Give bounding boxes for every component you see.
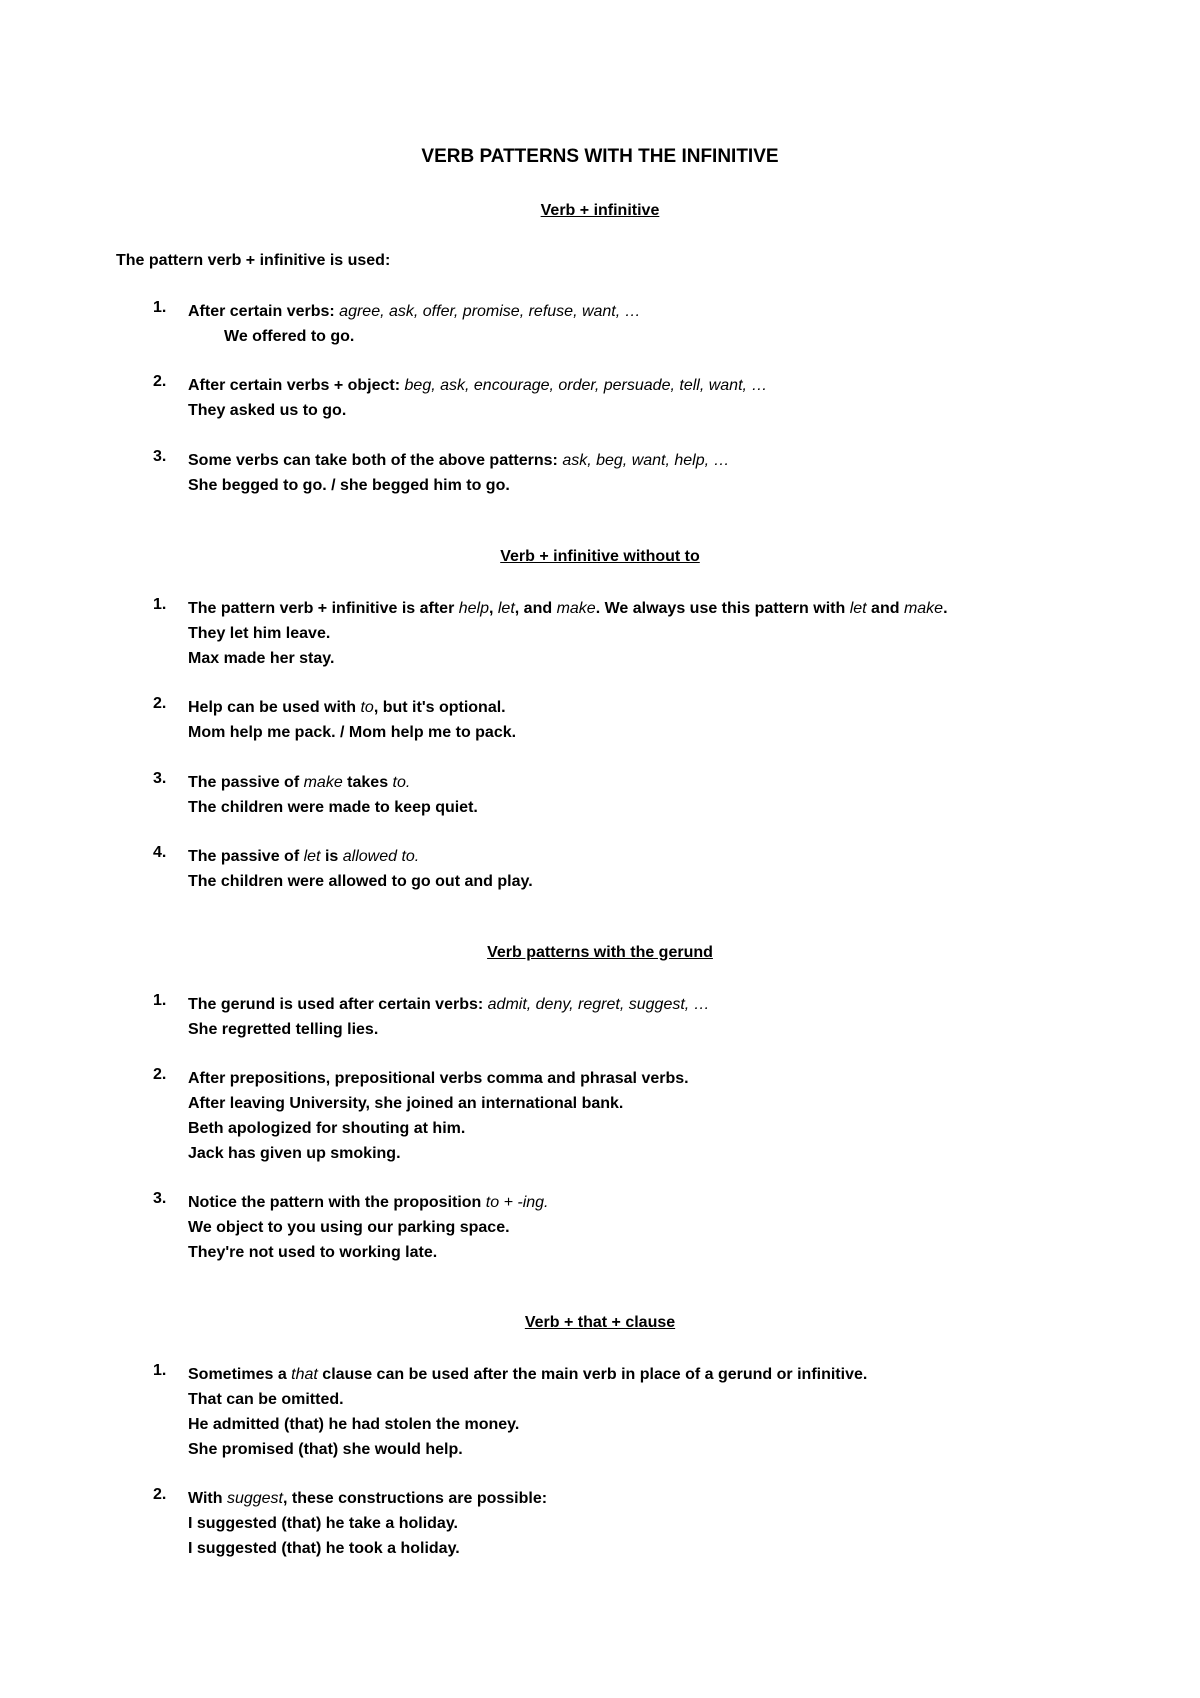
list-number: 2. <box>153 373 167 390</box>
section-heading-that-clause: Verb + that + clause <box>524 1314 676 1331</box>
list-number: 1. <box>153 299 167 316</box>
list-number: 1. <box>153 596 167 613</box>
example-text: We offered to go. <box>224 328 355 345</box>
example-text: I suggested (that) he take a holiday. <box>188 1515 458 1532</box>
list-number: 2. <box>153 695 167 712</box>
section-heading-infinitive-without-to: Verb + infinitive without to <box>500 548 700 565</box>
list-number: 1. <box>153 992 167 1009</box>
example-text: That can be omitted. <box>188 1391 344 1408</box>
list-number: 3. <box>153 770 167 787</box>
example-text: They let him leave. <box>188 625 331 642</box>
rule-text: After certain verbs + object: beg, ask, encourage, order, persuade, tell, want, … <box>188 377 768 394</box>
list-number: 2. <box>153 1486 167 1503</box>
rule-text: The gerund is used after certain verbs: admit, deny, regret, suggest, … <box>188 996 710 1013</box>
example-text: Max made her stay. <box>188 650 335 667</box>
rule-text: Sometimes a that clause can be used after the main verb in place of a gerund or infinitive. <box>188 1366 868 1383</box>
example-text: The children were made to keep quiet. <box>188 799 478 816</box>
example-text: After leaving University, she joined an international bank. <box>188 1095 624 1112</box>
example-text: He admitted (that) he had stolen the money. <box>188 1416 520 1433</box>
rule-text: The passive of make takes to. <box>188 774 411 791</box>
example-text: They asked us to go. <box>188 402 347 419</box>
rule-text: Some verbs can take both of the above patterns: ask, beg, want, help, … <box>188 452 730 469</box>
example-text: She regretted telling lies. <box>188 1021 379 1038</box>
rule-text: Notice the pattern with the proposition to + -ing. <box>188 1194 549 1211</box>
example-text: The children were allowed to go out and play. <box>188 873 533 890</box>
rule-text: The passive of let is allowed to. <box>188 848 420 865</box>
section-heading-gerund: Verb patterns with the gerund <box>487 944 713 961</box>
section-heading-verb-infinitive: Verb + infinitive <box>540 202 660 219</box>
rule-text: After certain verbs: agree, ask, offer, promise, refuse, want, … <box>188 303 641 320</box>
rule-text: After prepositions, prepositional verbs comma and phrasal verbs. <box>188 1070 689 1087</box>
rule-text: With suggest, these constructions are possible: <box>188 1490 548 1507</box>
document-title: VERB PATTERNS WITH THE INFINITIVE <box>421 146 779 167</box>
rule-text: Help can be used with to, but it's optional. <box>188 699 506 716</box>
example-text: They're not used to working late. <box>188 1244 438 1261</box>
example-text: Mom help me pack. / Mom help me to pack. <box>188 724 517 741</box>
example-text: Jack has given up smoking. <box>188 1145 401 1162</box>
example-text: I suggested (that) he took a holiday. <box>188 1540 460 1557</box>
example-text: Beth apologized for shouting at him. <box>188 1120 466 1137</box>
list-number: 3. <box>153 1190 167 1207</box>
list-number: 4. <box>153 844 167 861</box>
list-number: 3. <box>153 448 167 465</box>
example-text: We object to you using our parking space. <box>188 1219 510 1236</box>
list-number: 2. <box>153 1066 167 1083</box>
list-number: 1. <box>153 1362 167 1379</box>
section-intro: The pattern verb + infinitive is used: <box>116 252 391 269</box>
example-text: She begged to go. / she begged him to go. <box>188 477 510 494</box>
example-text: She promised (that) she would help. <box>188 1441 463 1458</box>
rule-text: The pattern verb + infinitive is after help, let, and make. We always use this pattern with let and make. <box>188 600 948 617</box>
